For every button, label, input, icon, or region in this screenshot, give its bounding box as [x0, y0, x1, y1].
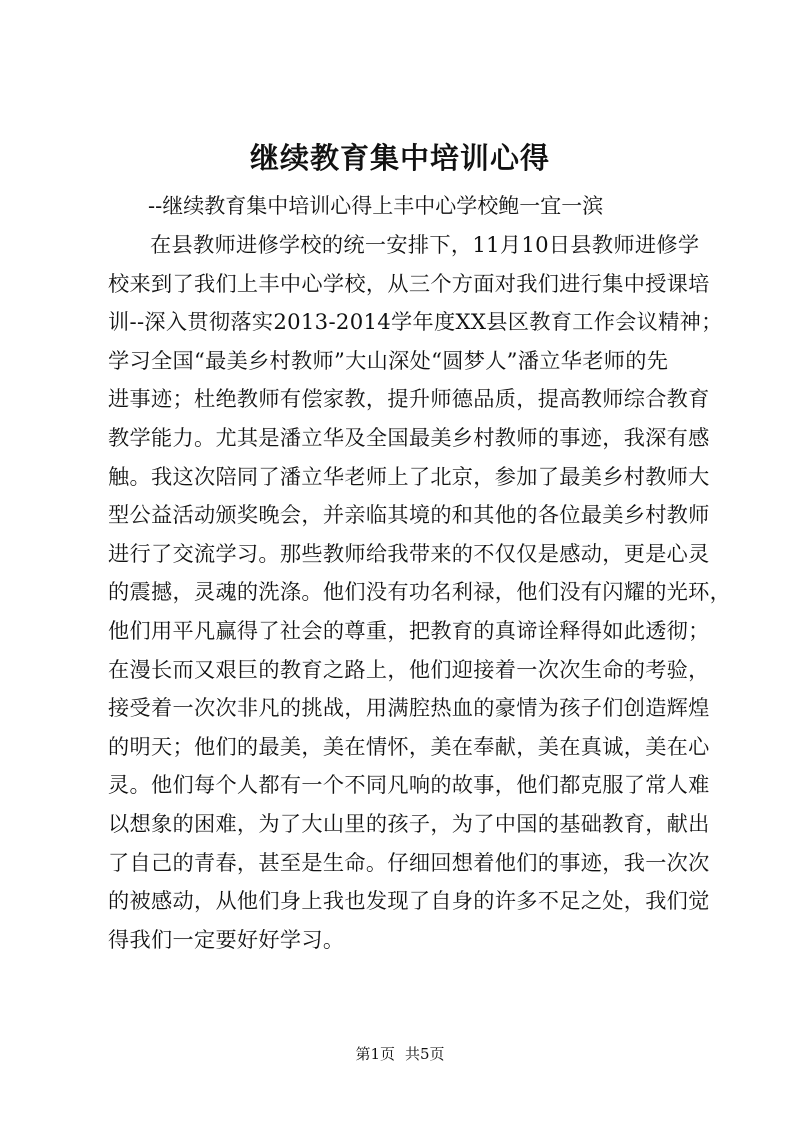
body-line: 以想象的困难，为了大山里的孩子，为了中国的基础教育，献出 — [108, 810, 710, 836]
body-paragraph — [108, 226, 732, 959]
body-line: 型公益活动颁奖晚会，并亲临其境的和其他的各位最美乡村教师 — [108, 502, 710, 528]
body-line: 了自己的青春，甚至是生命。仔细回想着他们的事迹，我一次次 — [108, 849, 710, 875]
page-total: 共5页 — [405, 1045, 445, 1063]
body-line: 的被感动，从他们身上我也发现了自身的许多不足之处，我们觉 — [108, 888, 710, 914]
body-line: 教学能力。尤其是潘立华及全国最美乡村教师的事迹，我深有感 — [108, 424, 710, 450]
body-line: 灵。他们每个人都有一个不同凡响的故事，他们都克服了常人难 — [108, 772, 710, 798]
body-line: 进事迹；杜绝教师有偿家教，提升师德品质，提高教师综合教育 — [108, 386, 710, 412]
body-line: 训--深入贯彻落实2013-2014学年度XX县区教育工作会议精神； — [108, 309, 723, 335]
document-title: 继续教育集中培训心得 — [249, 141, 550, 175]
document-subtitle: --继续教育集中培训心得上丰中心学校鲍一宜一滨 — [148, 194, 604, 218]
body-line: 进行了交流学习。那些教师给我带来的不仅仅是感动，更是心灵 — [108, 540, 710, 566]
page-number: 第1页 — [355, 1045, 395, 1063]
body-line: 的震撼，灵魂的洗涤。他们没有功名利禄，他们没有闪耀的光环， — [108, 579, 732, 605]
body-line: 校来到了我们上丰中心学校，从三个方面对我们进行集中授课培 — [108, 270, 710, 296]
body-line: 在县教师进修学校的统一安排下，11月10日县教师进修学 — [150, 232, 700, 257]
body-line: 得我们一定要好好学习。 — [108, 926, 345, 952]
page-footer — [0, 1042, 800, 1066]
body-line: 触。我这次陪同了潘立华老师上了北京，参加了最美乡村教师大 — [108, 463, 710, 489]
body-line: 学习全国“最美乡村教师”大山深处“圆梦人”潘立华老师的先 — [108, 347, 669, 373]
body-line: 接受着一次次非凡的挑战，用满腔热血的豪情为孩子们创造辉煌 — [108, 695, 710, 721]
body-line: 在漫长而又艰巨的教育之路上，他们迎接着一次次生命的考验， — [108, 656, 710, 682]
body-line: 的明天；他们的最美，美在情怀，美在奉献，美在真诚，美在心 — [108, 733, 710, 759]
body-line: 他们用平凡赢得了社会的尊重，把教育的真谛诠释得如此透彻； — [108, 617, 710, 643]
